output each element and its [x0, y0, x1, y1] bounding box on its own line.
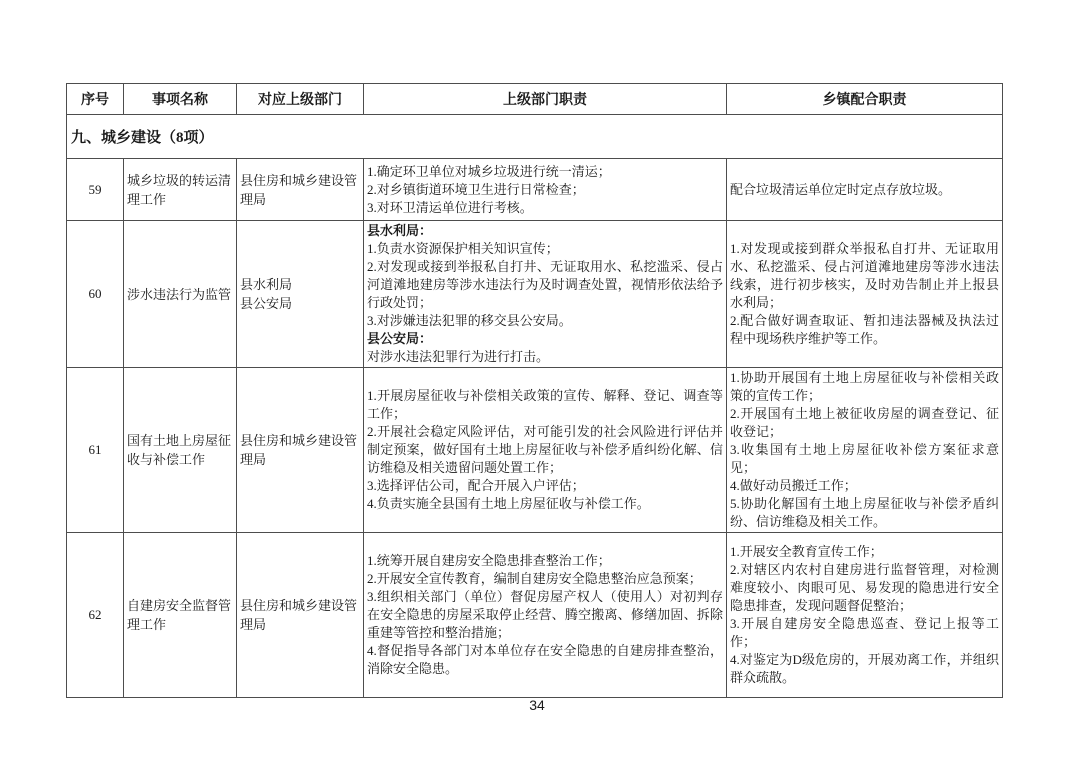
column-header-superior-duties: 上级部门职责 — [364, 84, 727, 115]
section-row — [67, 115, 1003, 159]
department-line: 县住房和城乡建设管理局 — [240, 433, 358, 467]
duty-line: 5.协助化解国有土地上房屋征收与补偿矛盾纠纷、信访维稳及相关工作。 — [730, 496, 999, 529]
department-line: 县住房和城乡建设管理局 — [240, 598, 358, 632]
row-no: 61 — [67, 368, 124, 533]
duty-subhead: 县水利局： — [367, 223, 433, 238]
table-header-row — [67, 84, 1003, 115]
duty-line: 3.对涉嫌违法犯罪的移交县公安局。 — [367, 313, 572, 328]
row-no: 60 — [67, 221, 124, 368]
department-cell — [237, 368, 364, 533]
item-name: 国有土地上房屋征收与补偿工作 — [124, 368, 237, 533]
department-line: 县水利局 — [240, 277, 293, 292]
superior-duties-cell — [364, 159, 727, 221]
duty-line: 3.收集国有土地上房屋征收补偿方案征求意见； — [730, 442, 999, 475]
duty-line: 1.负责水资源保护相关知识宣传； — [367, 241, 559, 256]
column-header-no: 序号 — [67, 84, 124, 115]
table-row-62 — [67, 533, 1003, 698]
township-duties-cell — [727, 533, 1003, 698]
department-line: 县住房和城乡建设管理局 — [240, 172, 358, 207]
table-row-59 — [67, 159, 1003, 221]
duty-line: 1.统筹开展自建房安全隐患排查整治工作； — [367, 553, 611, 568]
superior-duties-cell — [364, 221, 727, 368]
duty-line: 2.对辖区内农村自建房进行监督管理，对检测难度较小、肉眼可见、易发现的隐患进行安全隐患排查，发现问题督促整治； — [730, 562, 999, 613]
duty-line: 1.开展安全教育宣传工作； — [730, 544, 883, 559]
superior-duties-cell — [364, 533, 727, 698]
superior-duties-cell — [364, 368, 727, 533]
duty-line: 2.开展国有土地上被征收房屋的调查登记、征收登记； — [730, 406, 999, 439]
row-no: 62 — [67, 533, 124, 698]
duty-line: 2.对发现或接到举报私自打井、无证取用水、私挖滥采、侵占河道滩地建房等涉水违法行为及时调查处置，视情形依法给予行政处罚； — [367, 259, 723, 310]
duty-line: 对涉水违法犯罪行为进行打击。 — [367, 349, 550, 364]
duty-line: 4.负责实施全县国有土地上房屋征收与补偿工作。 — [367, 496, 650, 511]
duty-line: 3.开展自建房安全隐患巡查、登记上报等工作； — [730, 616, 999, 649]
page-number: 34 — [529, 697, 545, 713]
department-cell — [237, 221, 364, 368]
department-cell — [237, 533, 364, 698]
item-name: 自建房安全监督管理工作 — [124, 533, 237, 698]
duty-line: 2.开展安全宣传教育，编制自建房安全隐患整治应急预案； — [367, 571, 702, 586]
township-duties-cell — [727, 368, 1003, 533]
duty-line: 2.开展社会稳定风险评估，对可能引发的社会风险进行评估并制定预案，做好国有土地上房屋征收与补偿矛盾纠纷化解、信访维稳及相关遗留问题处置工作； — [367, 424, 723, 475]
item-name: 涉水违法行为监管 — [124, 221, 237, 368]
section-title: 九、城乡建设（8项） — [67, 115, 1003, 159]
duty-line: 1.开展房屋征收与补偿相关政策的宣传、解释、登记、调查等工作； — [367, 388, 723, 421]
duty-line: 配合垃圾清运单位定时定点存放垃圾。 — [730, 181, 952, 197]
row-no: 59 — [67, 159, 124, 221]
department-cell — [237, 159, 364, 221]
department-line: 县公安局 — [240, 296, 293, 311]
duty-line: 2.对乡镇街道环境卫生进行日常检查； — [367, 181, 585, 197]
duty-line: 3.组织相关部门（单位）督促房屋产权人（使用人）对初判存在安全隐患的房屋采取停止经营、腾空搬离、修缮加固、拆除重建等管控和整治措施； — [367, 589, 723, 640]
item-name: 城乡垃圾的转运清理工作 — [124, 159, 237, 221]
duty-line: 2.配合做好调查取证、暂扣违法器械及执法过程中现场秩序维护等工作。 — [730, 313, 999, 346]
column-header-item-name: 事项名称 — [124, 84, 237, 115]
table-row-60 — [67, 221, 1003, 368]
duty-line: 1.确定环卫单位对城乡垃圾进行统一清运； — [367, 163, 611, 179]
duty-line: 1.协助开展国有土地上房屋征收与补偿相关政策的宣传工作； — [730, 370, 999, 403]
duty-line: 1.对发现或接到群众举报私自打井、无证取用水、私挖滥采、侵占河道滩地建房等涉水违法线索，进行初步核实，及时劝告制止并上报县水利局； — [730, 241, 999, 310]
township-duties-cell — [727, 221, 1003, 368]
column-header-township-duties: 乡镇配合职责 — [727, 84, 1003, 115]
duty-table — [66, 83, 1003, 698]
table-row-61 — [67, 368, 1003, 533]
column-header-department: 对应上级部门 — [237, 84, 364, 115]
duty-line: 4.督促指导各部门对本单位存在安全隐患的自建房排查整治，消除安全隐患。 — [367, 643, 723, 676]
duty-line: 3.选择评估公司，配合开展入户评估； — [367, 478, 585, 493]
duty-subhead: 县公安局： — [367, 331, 433, 346]
duty-line: 3.对环卫清运单位进行考核。 — [367, 199, 533, 215]
duty-line: 4.做好动员搬迁工作； — [730, 478, 857, 493]
duty-line: 4.对鉴定为D级危房的，开展劝离工作，并组织群众疏散。 — [730, 652, 999, 685]
township-duties-cell — [727, 159, 1003, 221]
